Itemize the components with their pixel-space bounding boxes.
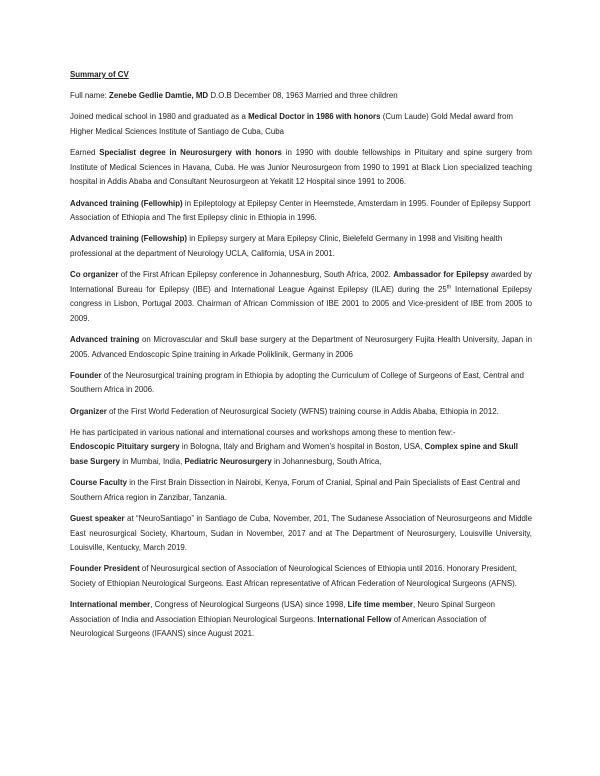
bold-run: Ambassador for Epilepsy: [393, 270, 489, 280]
paragraph-guest-speaker: [70, 512, 532, 556]
paragraph-co-organizer: [70, 268, 532, 326]
paragraph-wfns-organizer: [70, 405, 532, 420]
text-run: awarded by International Bureau for Epilepsy (IBE) and International League Against Epilepsy (ILAE) during the 25: [70, 270, 532, 294]
text-run: at “NeuroSantiago” in Santiago de Cuba, November, 201, The Sudanese Association of Neurosurgeons and Middle East neurosurgical Society, Khartoum, Sudan in November, 2017 and at The Department of Neurosurgery, Louisville University, Louisville, Kentucky, March 2019.: [70, 513, 532, 553]
paragraph-full-name: [70, 89, 532, 104]
bold-run: Founder President: [70, 564, 140, 574]
paragraph-fellowship-epilepsy-surgery: [70, 232, 532, 261]
text-run: of Neurosurgical section of Association of Neurological Sciences of Ethiopia until 2016. Honorary President, Society of Ethiopian Neurological Surgeons. East African representative of African Federation of Neurological Surgeons (AFNS).: [70, 564, 517, 588]
text-run: of the First World Federation of Neurosurgical Society (WFNS) training course in Addis Ababa, Ethiopia in 2012.: [106, 406, 499, 416]
paragraph-international-member: [70, 598, 532, 642]
paragraph-medical-school: [70, 110, 532, 139]
text-run: in Epileptology at Epilepsy Center in Heemstede, Amsterdam in 1995. Founder of Epilepsy Support Association of Ethiopia and The first Epilepsy clinic in Ethiopia in 1996.: [70, 198, 531, 223]
paragraph-founder-president: [70, 562, 532, 591]
text-run: in 1990 with double fellowships in Pituitary and spine surgery from Institute of Medical Sciences in Havana, Cuba. He was Junior Neurosurgeon from 1990 to 1991 at Black Lion specialized teaching hospital in Addis Ababa and Consultant Neurosurgeon at Yekatit 12 Hospital since 1991 to 2006.: [70, 148, 532, 187]
bold-run: International Fellow: [317, 614, 392, 624]
text-run: in Mumbai, India,: [120, 457, 185, 466]
bold-run: Course Faculty: [70, 478, 128, 488]
text-run: He has participated in various national and international courses and workshops among these to mention few:-: [70, 427, 456, 437]
text-run: in the First Brain Dissection in Nairobi, Kenya, Forum of Cranial, Spinal and Pain Specialists of East Central and Southern Africa region in Zanzibar, Tanzania.: [70, 478, 520, 502]
paragraph-specialist: [70, 146, 532, 190]
bold-run: Pediatric Neurosurgery: [184, 457, 272, 466]
cv-page: [70, 68, 532, 649]
paragraph-courses: [70, 426, 532, 470]
text-run: (Cum Laude) Gold Medal award from Higher Medical Sciences Institute of Santiago de Cuba, Cuba: [70, 112, 513, 136]
bold-run: Organizer: [70, 406, 107, 416]
full-name-details: D.O.B December 08, 1963 Married and three children: [208, 91, 398, 101]
bold-run: Advanced training (Fellowhip): [70, 198, 183, 208]
bold-run: Advanced training: [70, 335, 140, 345]
paragraph-microvascular-training: [70, 333, 532, 362]
text-run: Joined medical school in 1980 and graduated as a: [70, 112, 249, 122]
bold-run: Medical Doctor in 1986 with honors: [248, 112, 381, 122]
text-run: in Bologna, Italy and Brigham and Women’s hospital in Boston, USA,: [179, 442, 425, 452]
text-run: International Epilepsy congress in Lisbon, Portugal 2003. Chairman of African Commission of IBE 2001 to 2005 and Vice-president of IBE from 2005 to 2009.: [70, 284, 532, 323]
text-run: of American Association of Neurological Surgeons (IFAANS) since August 2021.: [70, 614, 487, 639]
bold-run: Co organizer: [70, 270, 119, 280]
bold-run: International member: [70, 600, 151, 610]
paragraph-fellowship-epileptology: [70, 197, 532, 226]
text-run: of the Neurosurgical training program in Ethiopia by adopting the Curriculum of College of Surgeons of East, Central and Southern Africa in 2006.: [70, 370, 524, 395]
text-run: , Neuro Spinal Surgeon Association of India and Association Ethiopian Neurological Surgeons.: [70, 600, 495, 624]
document-title: Summary of CV: [70, 70, 129, 79]
superscript: th: [446, 284, 452, 291]
bold-run: Specialist degree in Neurosurgery with honors: [99, 148, 282, 158]
text-run: on Microvascular and Skull base surgery at the Department of Neurosurgery Fujita Health University, Japan in 2005. Advanced Endoscopic Spine training in Arkade Poliklinik, Germany in 2006: [70, 335, 532, 359]
paragraph-course-faculty: [70, 476, 532, 505]
bold-run: Guest speaker: [70, 513, 125, 523]
bold-run: Advanced training (Fellowship): [70, 234, 188, 244]
bold-run: Complex spine and Skull base Surgery: [70, 442, 518, 466]
bold-run: Life time member: [347, 600, 413, 610]
full-name-value: Zenebe Gedlie Damtie, MD: [109, 91, 209, 101]
text-run: in Epilepsy surgery at Mara Epilepsy Clinic, Bielefeld Germany in 1998 and Visiting health professional at the department of Neurology UCLA, California, USA in 2001.: [70, 234, 503, 258]
text-run: in Johannesburg, South Africa,: [271, 457, 382, 466]
text-run: Earned: [70, 148, 100, 158]
full-name-label: Full name:: [70, 91, 110, 101]
text-run: , Congress of Neurological Surgeons (USA) since 1998,: [150, 600, 348, 610]
text-run: of the First African Epilepsy conference in Johannesburg, South Africa, 2002.: [118, 270, 394, 280]
bold-run: Endoscopic Pituitary surgery: [70, 442, 180, 452]
paragraph-founder: [70, 369, 532, 398]
bold-run: Founder: [70, 370, 102, 380]
